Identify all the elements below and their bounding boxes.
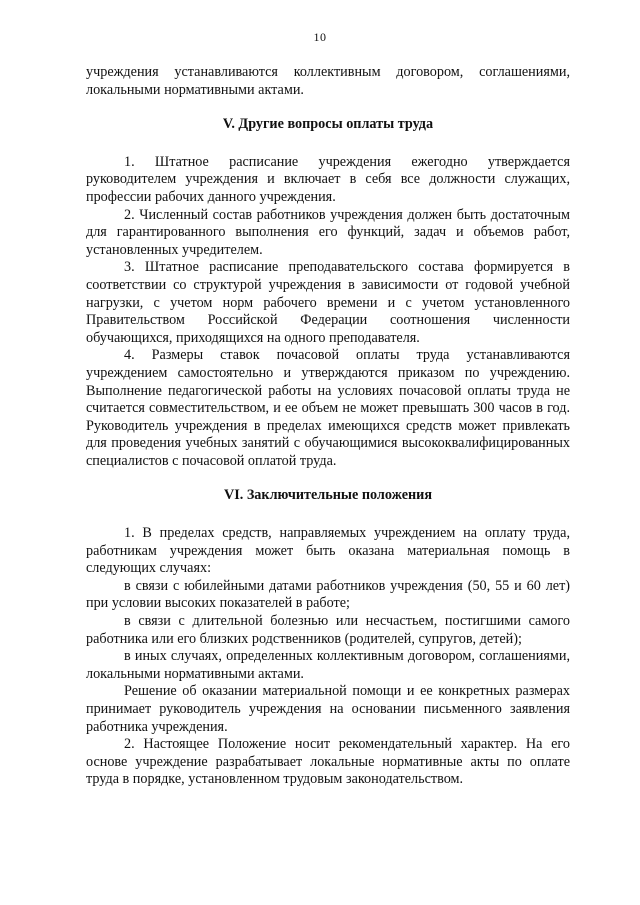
- section-6-decision-paragraph: Решение об оказании материальной помощи и ее конкретных размерах принимает руководитель учреждения на основании письменного заявления работника учреждения.: [86, 683, 570, 735]
- section-5-paragraph-2: 2. Численный состав работников учреждения должен быть достаточным для гарантированного выполнения его функций, задач и объемов работ, установленных учредителем.: [86, 206, 570, 258]
- intro-paragraph: учреждения устанавливаются коллективным договором, соглашениями, локальными нормативными актами.: [86, 64, 570, 98]
- section-5-paragraph-4: 4. Размеры ставок почасовой оплаты труда устанавливаются учреждением самостоятельно и утверждаются приказом по учреждению. Выполнение педагогической работы на условиях почасовой оплаты труда не считается совместительством, и ее объем не может превышать 300 часов в год. Руководитель учреждения в пределах имеющихся средств может привлекать для проведения учебных занятий с обучающимися высококвалифицированных специалистов с почасовой оплатой труда.: [86, 347, 570, 469]
- document-body: [86, 64, 570, 789]
- page-number: 10: [313, 30, 327, 44]
- section-6-case-other: в иных случаях, определенных коллективным договором, соглашениями, локальными нормативными актами.: [86, 648, 570, 682]
- section-5-paragraph-3: 3. Штатное расписание преподавательского состава формируется в соответствии со структурой учреждения в зависимости от годовой учебной нагрузки, с учетом норм рабочего времени и с учетом установленного Правительством Российской Федерации соотношения численности обучающихся, приходящихся на одного преподавателя.: [86, 259, 570, 346]
- section-6-paragraph-1: 1. В пределах средств, направляемых учреждением на оплату труда, работникам учреждения может быть оказана материальная помощь в следующих случаях:: [86, 525, 570, 577]
- section-6-case-illness: в связи с длительной болезнью или несчастьем, постигшими самого работника или его близких родственников (родителей, супругов, детей);: [86, 613, 570, 647]
- section-5-title: V. Другие вопросы оплаты труда: [222, 116, 434, 133]
- section-5-paragraph-1: 1. Штатное расписание учреждения ежегодно утверждается руководителем учреждения и включает в себя все должности служащих, профессии рабочих данного учреждения.: [86, 153, 570, 205]
- section-6-title: VI. Заключительные положения: [223, 487, 433, 504]
- section-6-paragraph-2: 2. Настоящее Положение носит рекомендательный характер. На его основе учреждение разрабатывает локальные нормативные акты по оплате труда в порядке, установленном трудовым законодательством.: [86, 736, 570, 788]
- section-6-case-jubilee: в связи с юбилейными датами работников учреждения (50, 55 и 60 лет) при условии высоких показателей в работе;: [86, 577, 570, 612]
